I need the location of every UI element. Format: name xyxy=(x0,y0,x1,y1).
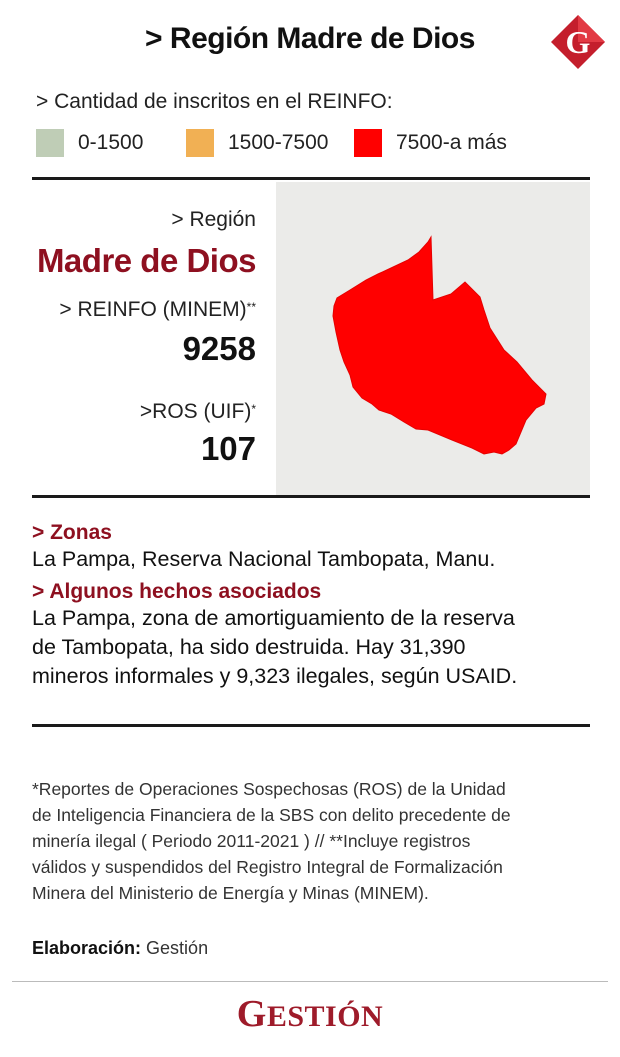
ros-label: >ROS (UIF)* xyxy=(139,400,256,423)
footnote-line: minería ilegal ( Periodo 2011-2021 ) // **Incluye registros xyxy=(32,831,471,851)
legend-item-mid xyxy=(186,128,328,158)
madre-de-dios-region-shape xyxy=(333,237,546,454)
region-label: > Región xyxy=(171,208,256,231)
legend-swatch-low xyxy=(36,129,64,157)
page-title: > Región Madre de Dios xyxy=(145,22,475,55)
hechos-heading: > Algunos hechos asociados xyxy=(32,580,322,603)
footnote-line: Minera del Ministerio de Energía y Minas (MINEM). xyxy=(32,883,429,903)
legend-label-high: 7500-a más xyxy=(396,131,507,154)
zonas-heading: > Zonas xyxy=(32,521,112,544)
reinfo-value: 9258 xyxy=(182,330,256,367)
credit-value: Gestión xyxy=(146,938,209,958)
credit-label: Elaboración: xyxy=(32,938,142,958)
footer-divider xyxy=(12,981,608,982)
divider-middle xyxy=(32,495,590,498)
madre-de-dios-map xyxy=(276,182,590,495)
legend-label-mid: 1500-7500 xyxy=(228,131,329,154)
footnote-line: válidos y suspendidos del Registro Integral de Formalización xyxy=(32,857,503,877)
ros-footnote-mark: * xyxy=(251,402,256,416)
divider-top xyxy=(32,177,590,180)
divider-bottom xyxy=(32,724,590,727)
hechos-line: mineros informales y 9,323 ilegales, según USAID. xyxy=(32,664,518,688)
footnote-line: de Inteligencia Financiera de la SBS con delito precedente de xyxy=(32,805,511,825)
map-panel xyxy=(276,182,590,495)
hechos-section xyxy=(32,580,592,691)
footnote xyxy=(32,776,592,906)
legend-item-high xyxy=(354,128,507,158)
legend xyxy=(36,128,596,158)
legend-swatch-high xyxy=(354,129,382,157)
reinfo-footnote-mark: ** xyxy=(246,300,256,314)
reinfo-label: > REINFO (MINEM)** xyxy=(59,298,256,321)
brand-rest: ESTIÓN xyxy=(266,1000,384,1033)
legend-label-low: 0-1500 xyxy=(78,131,144,154)
legend-item-low xyxy=(36,128,143,158)
brand-wordmark xyxy=(0,992,620,1036)
legend-swatch-mid xyxy=(186,129,214,157)
logo-letter: G xyxy=(565,24,591,60)
legend-title: > Cantidad de inscritos en el REINFO: xyxy=(36,90,393,113)
hechos-line: de Tambopata, ha sido destruida. Hay 31,390 xyxy=(32,635,466,659)
gestion-logo-icon xyxy=(548,12,608,72)
region-name: Madre de Dios xyxy=(36,242,256,279)
credit xyxy=(32,938,208,959)
brand-first-letter: G xyxy=(236,993,267,1035)
ros-value: 107 xyxy=(200,430,256,467)
hechos-line: La Pampa, zona de amortiguamiento de la reserva xyxy=(32,606,515,630)
zonas-text: La Pampa, Reserva Nacional Tambopata, Manu. xyxy=(32,547,496,571)
footnote-line: *Reportes de Operaciones Sospechosas (ROS) de la Unidad xyxy=(32,779,506,799)
zonas-section xyxy=(32,521,592,574)
